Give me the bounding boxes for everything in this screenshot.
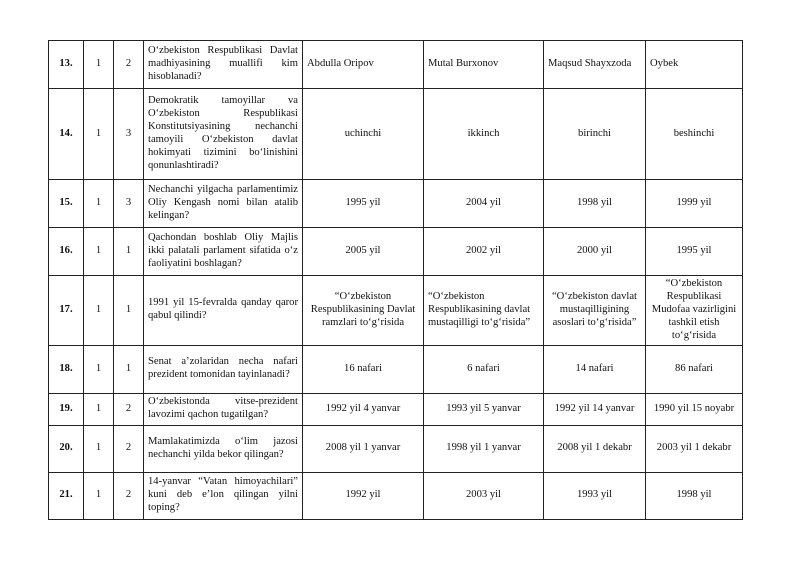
row-column-a: 1 (84, 472, 114, 519)
question-text: O‘zbekiston Respublikasi Davlat madhiyasining muallifi kim hisoblanadi? (144, 41, 303, 89)
row-column-b: 2 (114, 472, 144, 519)
row-column-b: 2 (114, 425, 144, 472)
table-row (49, 425, 743, 472)
option-a: 2008 yil 1 yanvar (303, 425, 424, 472)
row-column-a: 1 (84, 276, 114, 346)
row-column-b: 1 (114, 228, 144, 276)
option-d: beshinchi (646, 89, 743, 180)
option-c: 14 nafari (544, 345, 646, 393)
question-text: 1991 yil 15-fevralda qanday qaror qabul qilindi? (144, 276, 303, 346)
option-b: Mutal Burxonov (424, 41, 544, 89)
option-a: 1995 yil (303, 180, 424, 228)
option-d: 86 nafari (646, 345, 743, 393)
option-b: ikkinch (424, 89, 544, 180)
table-row (49, 180, 743, 228)
option-c: 1998 yil (544, 180, 646, 228)
table-row (49, 393, 743, 425)
option-c: birinchi (544, 89, 646, 180)
row-number: 17. (49, 276, 84, 346)
option-a: 16 nafari (303, 345, 424, 393)
option-c: “O‘zbekiston davlat mustaqilligining asoslari to‘g‘risida” (544, 276, 646, 346)
question-text: 14-yanvar “Vatan himoyachilari” kuni deb e’lon qilingan yilni toping? (144, 472, 303, 519)
option-d: 1998 yil (646, 472, 743, 519)
option-a: Abdulla Oripov (303, 41, 424, 89)
option-a: “O‘zbekiston Respublikasining Davlat ramzlari to‘g‘risida (303, 276, 424, 346)
row-column-b: 1 (114, 345, 144, 393)
option-a: 2005 yil (303, 228, 424, 276)
option-d: 1990 yil 15 noyabr (646, 393, 743, 425)
table-row (49, 472, 743, 519)
question-text: Demokratik tamoyillar va O‘zbekiston Respublikasi Konstitutsiyasining nechanchi tamoyili O‘zbekiston davlat hokimyati tizimini bo‘linishini qonunlashtiradi? (144, 89, 303, 180)
row-column-b: 3 (114, 89, 144, 180)
option-d: “O‘zbekiston Respublikasi Mudofaa vazirligini tashkil etish to‘g‘risida (646, 276, 743, 346)
option-b: 6 nafari (424, 345, 544, 393)
option-a: 1992 yil 4 yanvar (303, 393, 424, 425)
row-column-b: 2 (114, 41, 144, 89)
row-column-a: 1 (84, 180, 114, 228)
question-text: Qachondan boshlab Oliy Majlis ikki palatali parlament sifatida o‘z faoliyatini boshlagan? (144, 228, 303, 276)
option-d: Oybek (646, 41, 743, 89)
option-d: 1995 yil (646, 228, 743, 276)
option-a: 1992 yil (303, 472, 424, 519)
row-number: 16. (49, 228, 84, 276)
option-a: uchinchi (303, 89, 424, 180)
row-column-b: 3 (114, 180, 144, 228)
table-row (49, 276, 743, 346)
question-text: O‘zbekistonda vitse-prezident lavozimi qachon tugatilgan? (144, 393, 303, 425)
option-b: 2003 yil (424, 472, 544, 519)
option-c: 1992 yil 14 yanvar (544, 393, 646, 425)
option-c: 2008 yil 1 dekabr (544, 425, 646, 472)
row-number: 19. (49, 393, 84, 425)
option-b: 1998 yil 1 yanvar (424, 425, 544, 472)
option-c: 2000 yil (544, 228, 646, 276)
option-c: Maqsud Shayxzoda (544, 41, 646, 89)
row-column-a: 1 (84, 425, 114, 472)
table-row (49, 345, 743, 393)
question-text: Nechanchi yilgacha parlamentimiz Oliy Kengash nomi bilan atalib kelingan? (144, 180, 303, 228)
option-c: 1993 yil (544, 472, 646, 519)
row-number: 15. (49, 180, 84, 228)
row-column-a: 1 (84, 89, 114, 180)
row-number: 18. (49, 345, 84, 393)
option-b: “O‘zbekiston Respublikasining davlat mustaqilligi to‘g‘risida” (424, 276, 544, 346)
row-column-a: 1 (84, 345, 114, 393)
table-row (49, 228, 743, 276)
quiz-table (48, 40, 743, 520)
table-row (49, 89, 743, 180)
option-b: 2004 yil (424, 180, 544, 228)
row-number: 13. (49, 41, 84, 89)
row-column-b: 1 (114, 276, 144, 346)
option-d: 1999 yil (646, 180, 743, 228)
option-b: 1993 yil 5 yanvar (424, 393, 544, 425)
table-row (49, 41, 743, 89)
row-number: 20. (49, 425, 84, 472)
row-column-a: 1 (84, 393, 114, 425)
row-column-a: 1 (84, 228, 114, 276)
row-number: 14. (49, 89, 84, 180)
option-d: 2003 yil 1 dekabr (646, 425, 743, 472)
row-column-b: 2 (114, 393, 144, 425)
row-column-a: 1 (84, 41, 114, 89)
option-b: 2002 yil (424, 228, 544, 276)
question-text: Senat a’zolaridan necha nafari prezident tomonidan tayinlanadi? (144, 345, 303, 393)
row-number: 21. (49, 472, 84, 519)
question-text: Mamlakatimizda o‘lim jazosi nechanchi yilda bekor qilingan? (144, 425, 303, 472)
